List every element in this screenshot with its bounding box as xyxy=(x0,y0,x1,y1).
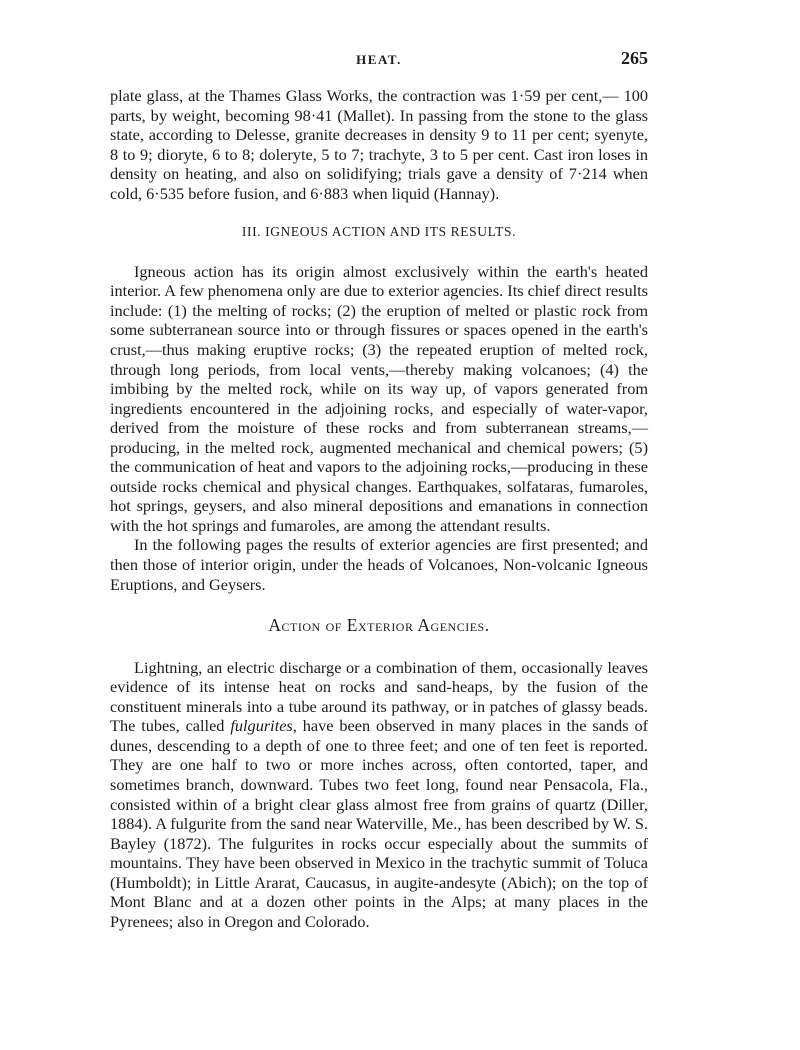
section-paragraph-igneous-action: Igneous action has its origin almost exclusively within the earth's heated interior. A few phenomena only are due to exterior agencies. Its chief direct results include: (1) the melting of rocks; (2) the eruption of melted or plastic rock from some subterranean source into or through fissures or spaces opened in the earth's crust,—thus making eruptive rocks; (3) the repeated eruption of melted rock, through long periods, from local vents,—thereby making volcanoes; (4) the imbibing by the melted rock, while on its way up, of vapors generated from ingredients encountered in the adjoining rocks, and especially of water-vapor, derived from the moisture of these rocks and from subterranean streams,—producing, in the melted rock, augmented mechanical and chemical powers; (5) the communication of heat and vapors to the adjoining rocks,—producing in these outside rocks chemical and physical changes. Earthquakes, solfataras, fumaroles, hot springs, geysers, and also mineral depositions and emanations in connection with the hot springs and fumaroles, are among the attendant results. xyxy=(110,261,648,535)
continued-paragraph: plate glass, at the Thames Glass Works, the contraction was 1·59 per cent,— 100 parts, by weight, becoming 98·41 (Mallet). In passing from the stone to the glass state, according to Delesse, granite decreases in density 9 to 11 per cent; syenyte, 8 to 9; dioryte, 6 to 8; doleryte, 5 to 7; trachyte, 3 to 5 per cent. Cast iron loses in density on heating, and also on solidifying; trials gave a density of 7·214 when cold, 6·535 before fusion, and 6·883 when liquid (Hannay). xyxy=(110,86,648,203)
section-heading: III. IGNEOUS ACTION AND ITS RESULTS. xyxy=(241,224,517,240)
fulgurites-term: fulgurites xyxy=(230,716,293,736)
running-head xyxy=(110,48,648,72)
subsection-paragraph-lightning xyxy=(110,658,648,932)
subsection-heading: Action of Exterior Agencies. xyxy=(268,615,490,636)
lightning-text-start: Lightning, an electric discharge or a combination of them, occasionally leaves evidence of its intense heat on rocks and sand-heaps, by the fusion of the constituent minerals into a tube around its pathway, or in patches of glassy beads. The tubes, called xyxy=(110,657,648,736)
running-title: HEAT. xyxy=(356,52,402,67)
page-number: 265 xyxy=(621,48,648,68)
body-text xyxy=(110,86,648,931)
section-paragraph-following-pages: In the following pages the results of exterior agencies are first presented; and then those of interior origin, under the heads of Volcanoes, Non-volcanic Igneous Eruptions, and Geysers. xyxy=(110,535,648,594)
lightning-text-end: , have been observed in many places in the sands of dunes, descending to a depth of one to three feet; and one of ten feet is reported. They are one half to two or more inches across, often contorted, taper, and sometimes branch, downward. Tubes two feet long, found near Pensacola, Fla., consisted within of a bright clear glass almost free from grains of quartz (Diller, 1884). A fulgurite from the sand near Waterville, Me., has been described by W. S. Bayley (1872). The fulgurites in rocks occur especially about the summits of mountains. They have been observed in Mexico in the trachytic summit of Toluca (Humboldt); in Little Ararat, Caucasus, in augite-andesyte (Abich); on the top of Mont Blanc and at a dozen other points in the Alps; at many places in the Pyrenees; also in Oregon and Colorado. xyxy=(110,716,649,931)
